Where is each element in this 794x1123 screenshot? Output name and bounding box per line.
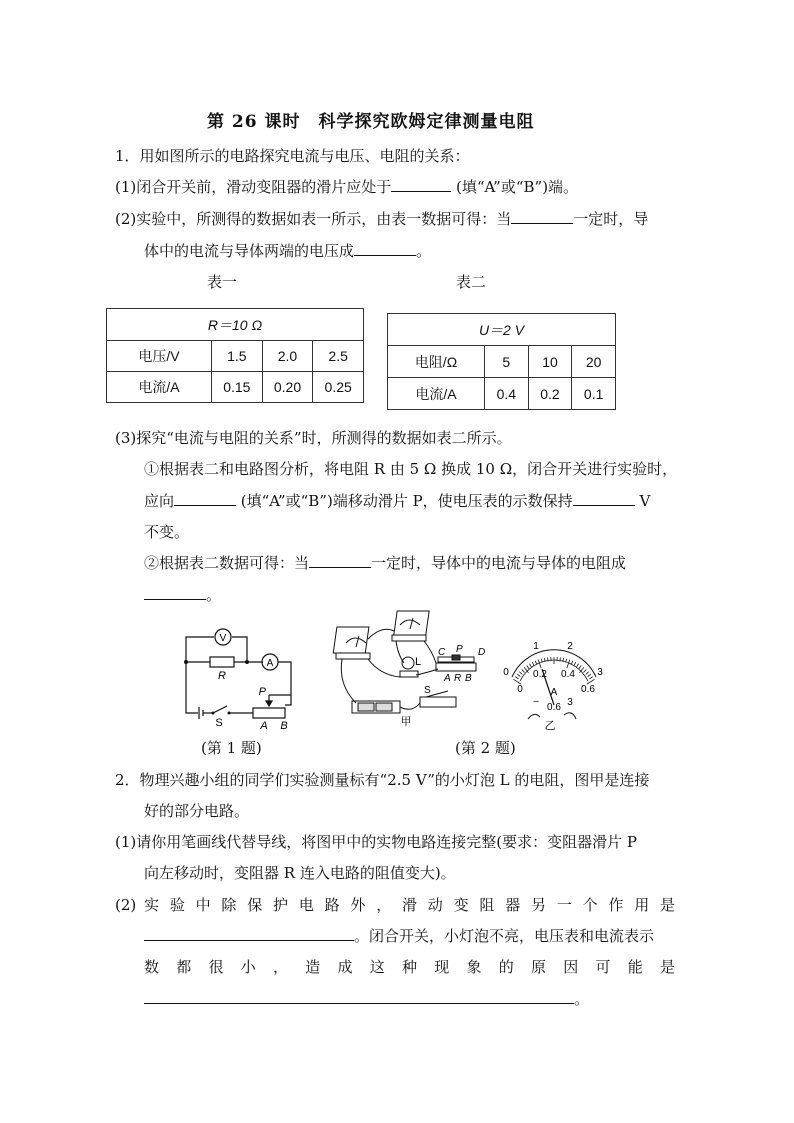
dial-tick (519, 672, 522, 675)
q2-part1-a: (1)请你用笔画线代替导线，将图甲中的实物电路连接完整(要求：变阻器滑片 P (115, 833, 637, 851)
dial-tick (548, 657, 549, 661)
q1-stem: 1．用如图所示的电路探究电流与电压、电阻的关系： (115, 147, 470, 165)
q1-part3-1e: 不变。 (144, 523, 190, 541)
scale-bottom-0: 0 (517, 684, 523, 695)
dial-tick (579, 665, 581, 668)
dial-tick (574, 662, 576, 666)
dial-tick (560, 657, 561, 661)
answer-blank[interactable] (511, 209, 573, 224)
table2-caption: 表二 (456, 273, 487, 291)
terminal-0-6: 0.6 (547, 702, 561, 713)
answer-blank[interactable] (573, 491, 635, 506)
table-cell: 5 (485, 346, 529, 378)
data-table-2 (387, 313, 616, 410)
q2-part1-b: 向左移动时，变阻器 R 连入电路的阻值变大)。 (144, 864, 456, 882)
q1-part1-text-b: (填“A”或“B”)端。 (451, 178, 579, 196)
q1-part2-text-d: 。 (416, 242, 432, 260)
q2-stem-a: 2．物理兴趣小组的同学们实验测量标有“2.5 V”的小灯泡 L 的电阻，图甲是连接 (115, 771, 650, 789)
q2-part2-line2 (144, 925, 654, 946)
q2-part2-text-b: 。闭合开关，小灯泡不亮，电压表和电流表示 (354, 927, 655, 945)
end-b-label: B (280, 720, 288, 730)
table-cell: 10 (528, 346, 572, 378)
scale-top-2: 2 (567, 641, 573, 652)
q2-part2-line3 (144, 956, 675, 977)
table-cell: 20 (572, 346, 616, 378)
scale-bottom-2: 0.4 (561, 669, 575, 680)
ammeter-dial-fig2-yi (498, 635, 610, 733)
table-cell: 1.5 (212, 341, 263, 372)
fig2-caption: (第 2 题) (455, 739, 516, 757)
q1-part3: (3)探究“电流与电阻的关系”时，所测得的数据如表二所示。 (115, 429, 512, 447)
answer-blank[interactable] (309, 553, 371, 568)
terminal-b-label: B (465, 673, 472, 684)
meter-unit: A (550, 687, 558, 698)
table-cell: 0.1 (572, 378, 616, 410)
q2-part2-text-a: (2) 实 验 中 除 保 护 电 路 外 ， 滑 动 变 阻 器 另 一 个 作 用 是 (115, 896, 675, 914)
row-label: 电阻/Ω (388, 346, 485, 378)
q1-part3-2 (144, 552, 626, 573)
terminal-3: 3 (567, 697, 573, 708)
terminal-a-label: A (444, 673, 451, 684)
q1-part3-text-c: (填“A”或“B”)端移动滑片 P，使电压表的示数保持 (236, 492, 573, 510)
q2-part2-text-c: 数 都 很 小 ， 造 成 这 种 现 象 的 原 因 可 能 是 (144, 958, 675, 976)
dial-tick (567, 660, 570, 668)
scale-top-0: 0 (503, 667, 509, 678)
q1-part3-text-d: V (634, 492, 651, 510)
scale-top-3: 3 (597, 667, 603, 678)
table-cell: 0.4 (485, 378, 529, 410)
answer-blank[interactable] (144, 926, 354, 941)
answer-blank[interactable] (391, 177, 451, 192)
table-cell: 0.15 (212, 372, 263, 403)
end-a-label: A (260, 720, 268, 730)
q1-part1 (115, 176, 578, 197)
q2-stem-b: 好的部分电路。 (144, 802, 250, 820)
table-header: R＝10 Ω (107, 309, 364, 341)
dial-tick (535, 661, 537, 665)
dial-tick (584, 669, 587, 672)
table-cell: 0.25 (313, 372, 364, 403)
row-label: 电流/A (388, 378, 485, 410)
table-cell: 2.5 (313, 341, 364, 372)
table-cell: 0.2 (528, 378, 572, 410)
dial-tick (522, 669, 525, 672)
terminal-d-label: D (478, 647, 486, 658)
q1-part3-1a: ①根据表二和电路图分析，将电阻 R 由 5 Ω 换成 10 Ω，闭合开关进行实验时， (144, 460, 678, 478)
dial-tick (527, 665, 529, 668)
q2-part2-text-d: 。 (574, 990, 590, 1008)
table-header: U＝2 V (388, 314, 616, 346)
resistor-label: R (218, 670, 226, 682)
bulb-label: L (415, 656, 422, 668)
ammeter-label: A (266, 658, 274, 669)
switch-label: S (215, 717, 223, 729)
dial-tick (517, 674, 520, 677)
switch-s-label: S (424, 685, 431, 696)
terminal-c-label: C (438, 647, 446, 658)
answer-blank[interactable] (144, 585, 206, 600)
terminal-minus: − (533, 697, 539, 708)
table-cell: 0.20 (262, 372, 313, 403)
q2-part2-line4 (144, 988, 589, 1009)
table1-caption: 表一 (207, 273, 238, 291)
answer-blank[interactable] (354, 241, 416, 256)
answer-blank[interactable] (174, 491, 236, 506)
dial-tick (532, 662, 534, 666)
fig1-caption: (第 1 题) (201, 739, 262, 757)
figure-jia-label: 甲 (400, 716, 412, 728)
dial-tick (538, 660, 541, 668)
figure-yi-label: 乙 (544, 720, 556, 732)
page-title: 第 26 课时 科学探究欧姆定律测量电阻 (207, 112, 535, 132)
q1-part2 (115, 208, 648, 229)
circuit-diagram-fig1 (178, 615, 303, 730)
voltmeter-label: V (219, 633, 227, 644)
slider-p-label: P (456, 644, 463, 655)
q1-part3-1 (144, 490, 650, 511)
q1-part3-2-text-b: 一定时，导体中的电流与导体的电阻成 (371, 554, 627, 572)
q2-part2-line1 (115, 894, 675, 915)
dial-tick (576, 664, 578, 667)
slider-label: P (258, 686, 266, 698)
circuit-photo-fig2-jia (328, 605, 493, 750)
scale-top-1: 1 (533, 641, 539, 652)
q1-part2-text-c: 体中的电流与导体两端的电压成 (144, 242, 355, 260)
rheostat-r-label: R (454, 673, 462, 684)
q1-part3-2-text-a: ②根据表二数据可得：当 (144, 554, 310, 572)
dial-tick (588, 674, 591, 677)
scale-bottom-3: 0.6 (581, 684, 595, 695)
dial-tick (529, 664, 531, 667)
answer-blank[interactable] (144, 989, 574, 1004)
q1-part2-text-b: 一定时，导 (573, 210, 649, 228)
q1-part1-text-a: (1)闭合开关前，滑动变阻器的滑片应处于 (115, 178, 392, 196)
dial-tick (571, 661, 573, 665)
dial-tick (589, 677, 592, 679)
data-table-1 (106, 308, 364, 403)
scale-bottom-1: 0.2 (533, 669, 547, 680)
q1-part2-cont (144, 240, 431, 261)
q1-part3-2-text-c: 。 (206, 586, 222, 604)
q1-part3-text-b: 应向 (144, 492, 175, 510)
row-label: 电流/A (107, 372, 212, 403)
q1-part3-2-cont (144, 584, 221, 605)
q1-part2-text-a: (2)实验中，所测得的数据如表一所示，由表一数据可得：当 (115, 210, 512, 228)
table-cell: 2.0 (262, 341, 313, 372)
row-label: 电压/V (107, 341, 212, 372)
dial-tick (586, 672, 589, 675)
dial-tick (515, 677, 518, 679)
